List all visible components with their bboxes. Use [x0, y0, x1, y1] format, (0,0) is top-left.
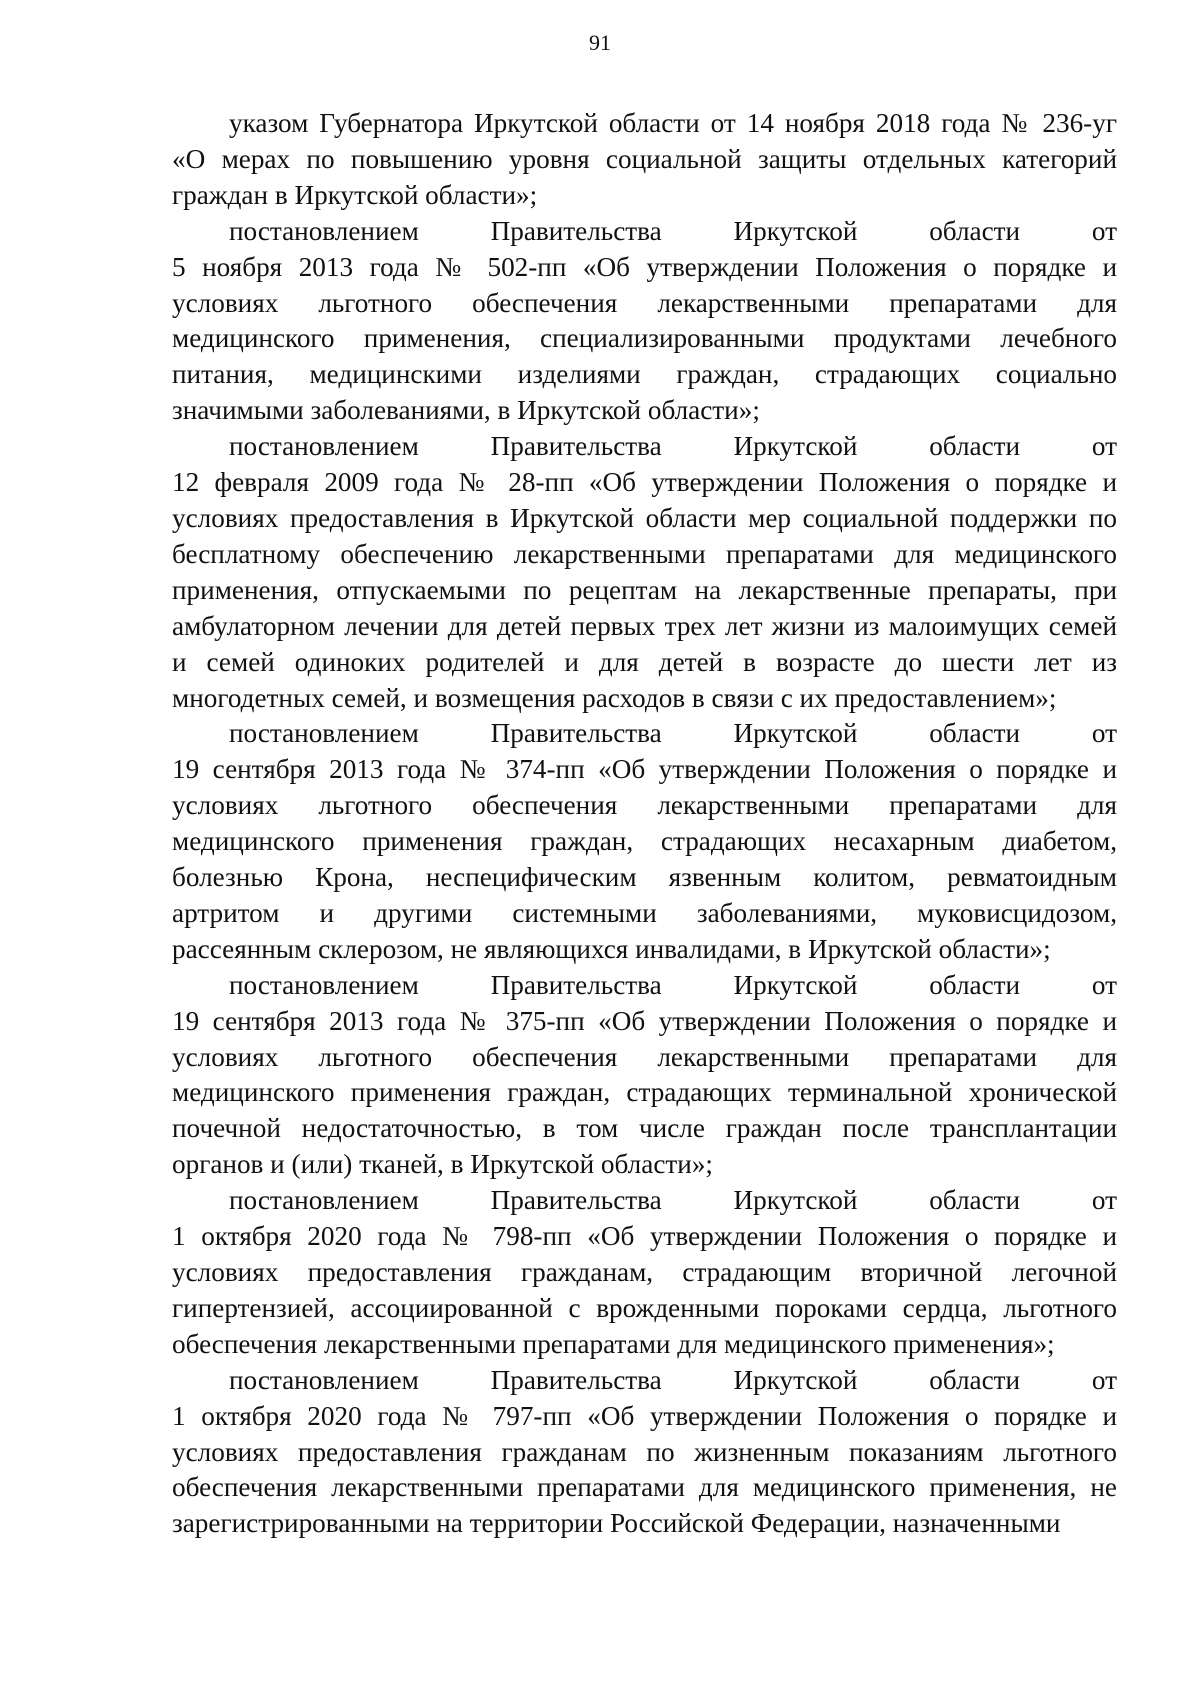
text-line: условиях льготного обеспечения лекарственными препаратами для [172, 1041, 1117, 1072]
text-line: питания, медицинскими изделиями граждан, страдающих социально [172, 359, 1117, 390]
paragraph [172, 1183, 1117, 1363]
paragraph [172, 1363, 1117, 1543]
text-line: постановлением Правительства Иркутской области от [229, 1364, 1117, 1395]
paragraph [172, 429, 1117, 716]
text-line: 12 февраля 2009 года № 28-пп «Об утверждении Положения о порядке и [172, 467, 1117, 498]
paragraph [172, 968, 1117, 1183]
text-line: и семей одиноких родителей и для детей в возрасте до шести лет из [172, 646, 1117, 677]
text-line: постановлением Правительства Иркутской области от [229, 969, 1117, 1000]
text-line: обеспечения лекарственными препаратами для медицинского применения»; [172, 1328, 1055, 1359]
text-line: постановлением Правительства Иркутской области от [229, 718, 1117, 749]
text-line: почечной недостаточностью, в том числе граждан после трансплантации [172, 1113, 1117, 1144]
text-line: условиях льготного обеспечения лекарственными препаратами для [172, 287, 1117, 318]
text-line: 19 сентября 2013 года № 374-пп «Об утверждении Положения о порядке и [172, 754, 1117, 785]
text-line: «О мерах по повышению уровня социальной защиты отдельных категорий [172, 143, 1117, 174]
page-number: 91 [589, 30, 611, 55]
text-line: постановлением Правительства Иркутской области от [229, 431, 1117, 462]
text-line: указом Губернатора Иркутской области от 14 ноября 2018 года № 236-уг [229, 108, 1117, 138]
text-line: применения, отпускаемыми по рецептам на лекарственные препараты, при [172, 574, 1117, 605]
text-line: амбулаторном лечении для детей первых трех лет жизни из малоимущих семей [172, 610, 1117, 641]
text-line: бесплатному обеспечению лекарственными препаратами для медицинского [172, 538, 1117, 569]
text-line: обеспечения лекарственными препаратами для медицинского применения, не [172, 1472, 1117, 1503]
text-line: медицинского применения граждан, страдающих несахарным диабетом, [172, 826, 1117, 857]
text-line: рассеянным склерозом, не являющихся инвалидами, в Иркутской области»; [172, 933, 1051, 964]
document-body [172, 106, 1117, 1542]
text-line: болезнью Крона, неспецифическим язвенным колитом, ревматоидным [172, 862, 1117, 893]
paragraph [172, 106, 1117, 214]
text-line: медицинского применения граждан, страдающих терминальной хронической [172, 1077, 1117, 1108]
text-line: постановлением Правительства Иркутской области от [229, 215, 1117, 246]
text-line: многодетных семей, и возмещения расходов в связи с их предоставлением»; [172, 682, 1057, 713]
text-line: 5 ноября 2013 года № 502-пп «Об утверждении Положения о порядке и [172, 251, 1117, 282]
text-line: артритом и другими системными заболеваниями, муковисцидозом, [172, 897, 1117, 928]
text-line: постановлением Правительства Иркутской области от [229, 1185, 1117, 1216]
text-line: зарегистрированными на территории Российской Федерации, назначенными [172, 1508, 1061, 1539]
text-line: условиях предоставления гражданам, страдающим вторичной легочной [172, 1257, 1117, 1287]
paragraph [172, 214, 1117, 429]
text-line: 1 октября 2020 года № 797-пп «Об утверждении Положения о порядке и [172, 1400, 1117, 1431]
text-line: условиях льготного обеспечения лекарственными препаратами для [172, 790, 1117, 821]
text-line: 1 октября 2020 года № 798-пп «Об утверждении Положения о порядке и [172, 1221, 1117, 1252]
paragraph [172, 716, 1117, 967]
text-line: граждан в Иркутской области»; [172, 179, 538, 210]
text-line: медицинского применения, специализированными продуктами лечебного [172, 323, 1117, 354]
text-line: гипертензией, ассоциированной с врожденными пороками сердца, льготного [172, 1292, 1117, 1323]
text-line: 19 сентября 2013 года № 375-пп «Об утверждении Положения о порядке и [172, 1005, 1117, 1036]
text-line: органов и (или) тканей, в Иркутской области»; [172, 1149, 713, 1180]
text-line: условиях предоставления гражданам по жизненным показаниям льготного [172, 1436, 1117, 1467]
text-line: значимыми заболеваниями, в Иркутской области»; [172, 395, 760, 426]
text-line: условиях предоставления в Иркутской области мер социальной поддержки по [172, 502, 1117, 533]
